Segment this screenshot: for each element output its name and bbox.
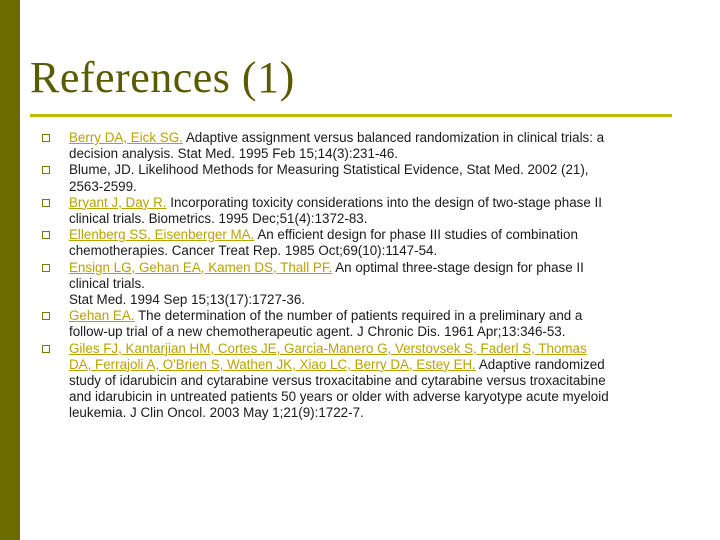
reference-authors-link[interactable]: DA, Ferrajoli A, O'Brien S, Wathen JK, Xiao LC, Berry DA, Estey EH. [69, 356, 476, 372]
reference-text: The determination of the number of patients required in a preliminary and a [138, 308, 583, 324]
reference-authors-link[interactable]: Bryant J, Day R. [69, 194, 167, 210]
reference-line: and idarubicin in untreated patients 50 years or older with adverse karyotype acute myeloid [69, 389, 609, 405]
reference-line: follow-up trial of a new chemotherapeutic agent. J Chronic Dis. 1961 Apr;13:346-53. [69, 324, 566, 340]
reference-line: Stat Med. 1994 Sep 15;13(17):1727-36. [69, 292, 305, 308]
square-bullet-icon [42, 231, 50, 239]
reference-item [42, 260, 678, 309]
reference-line: 2563-2599. [69, 178, 137, 194]
reference-list [42, 130, 678, 422]
reference-line [69, 195, 678, 211]
square-bullet-icon [42, 264, 50, 272]
reference-line: chemotherapies. Cancer Treat Rep. 1985 Oct;69(10):1147-54. [69, 243, 438, 259]
square-bullet-icon [42, 134, 50, 142]
reference-line [69, 260, 678, 276]
reference-text: An optimal three-stage design for phase II [335, 259, 584, 275]
reference-line: clinical trials. [69, 275, 145, 291]
reference-line: study of idarubicin and cytarabine versus troxacitabine and cytarabine versus troxacitabine [69, 373, 606, 389]
reference-authors-link[interactable]: Giles FJ, Kantarjian HM, Cortes JE, Garcia-Manero G, Verstovsek S, Faderl S, Thomas [69, 340, 587, 356]
reference-text: Incorporating toxicity considerations into the design of two-stage phase II [170, 194, 602, 210]
reference-authors-link[interactable]: Ellenberg SS, Eisenberger MA. [69, 227, 255, 243]
reference-item [42, 341, 678, 422]
slide-title: References (1) [30, 53, 295, 102]
title-underline [30, 114, 672, 117]
reference-line [69, 357, 678, 373]
reference-line [69, 341, 678, 357]
reference-authors-link[interactable]: Gehan EA. [69, 308, 135, 324]
reference-item [42, 227, 678, 259]
reference-line [69, 130, 678, 146]
reference-item [42, 308, 678, 340]
reference-text: Adaptive randomized [478, 356, 605, 372]
square-bullet-icon [42, 199, 50, 207]
reference-authors-link[interactable]: Ensign LG, Gehan EA, Kamen DS, Thall PF. [69, 259, 333, 275]
reference-item [42, 130, 678, 162]
square-bullet-icon [42, 345, 50, 353]
reference-item [42, 162, 678, 194]
reference-line: Blume, JD. Likelihood Methods for Measuring Statistical Evidence, Stat Med. 2002 (21), [69, 162, 589, 178]
square-bullet-icon [42, 166, 50, 174]
reference-line: clinical trials. Biometrics. 1995 Dec;51(4):1372-83. [69, 211, 368, 227]
reference-item [42, 195, 678, 227]
decorative-side-bar [0, 0, 20, 540]
reference-line [69, 227, 678, 243]
square-bullet-icon [42, 312, 50, 320]
reference-authors-link[interactable]: Berry DA, Eick SG. [69, 130, 183, 145]
reference-text: Adaptive assignment versus balanced randomization in clinical trials: a [185, 130, 605, 145]
reference-line: decision analysis. Stat Med. 1995 Feb 15;14(3):231-46. [69, 146, 399, 162]
reference-text: An efficient design for phase III studies of combination [257, 227, 578, 243]
reference-line: leukemia. J Clin Oncol. 2003 May 1;21(9):1722-7. [69, 405, 364, 421]
reference-line [69, 308, 678, 324]
